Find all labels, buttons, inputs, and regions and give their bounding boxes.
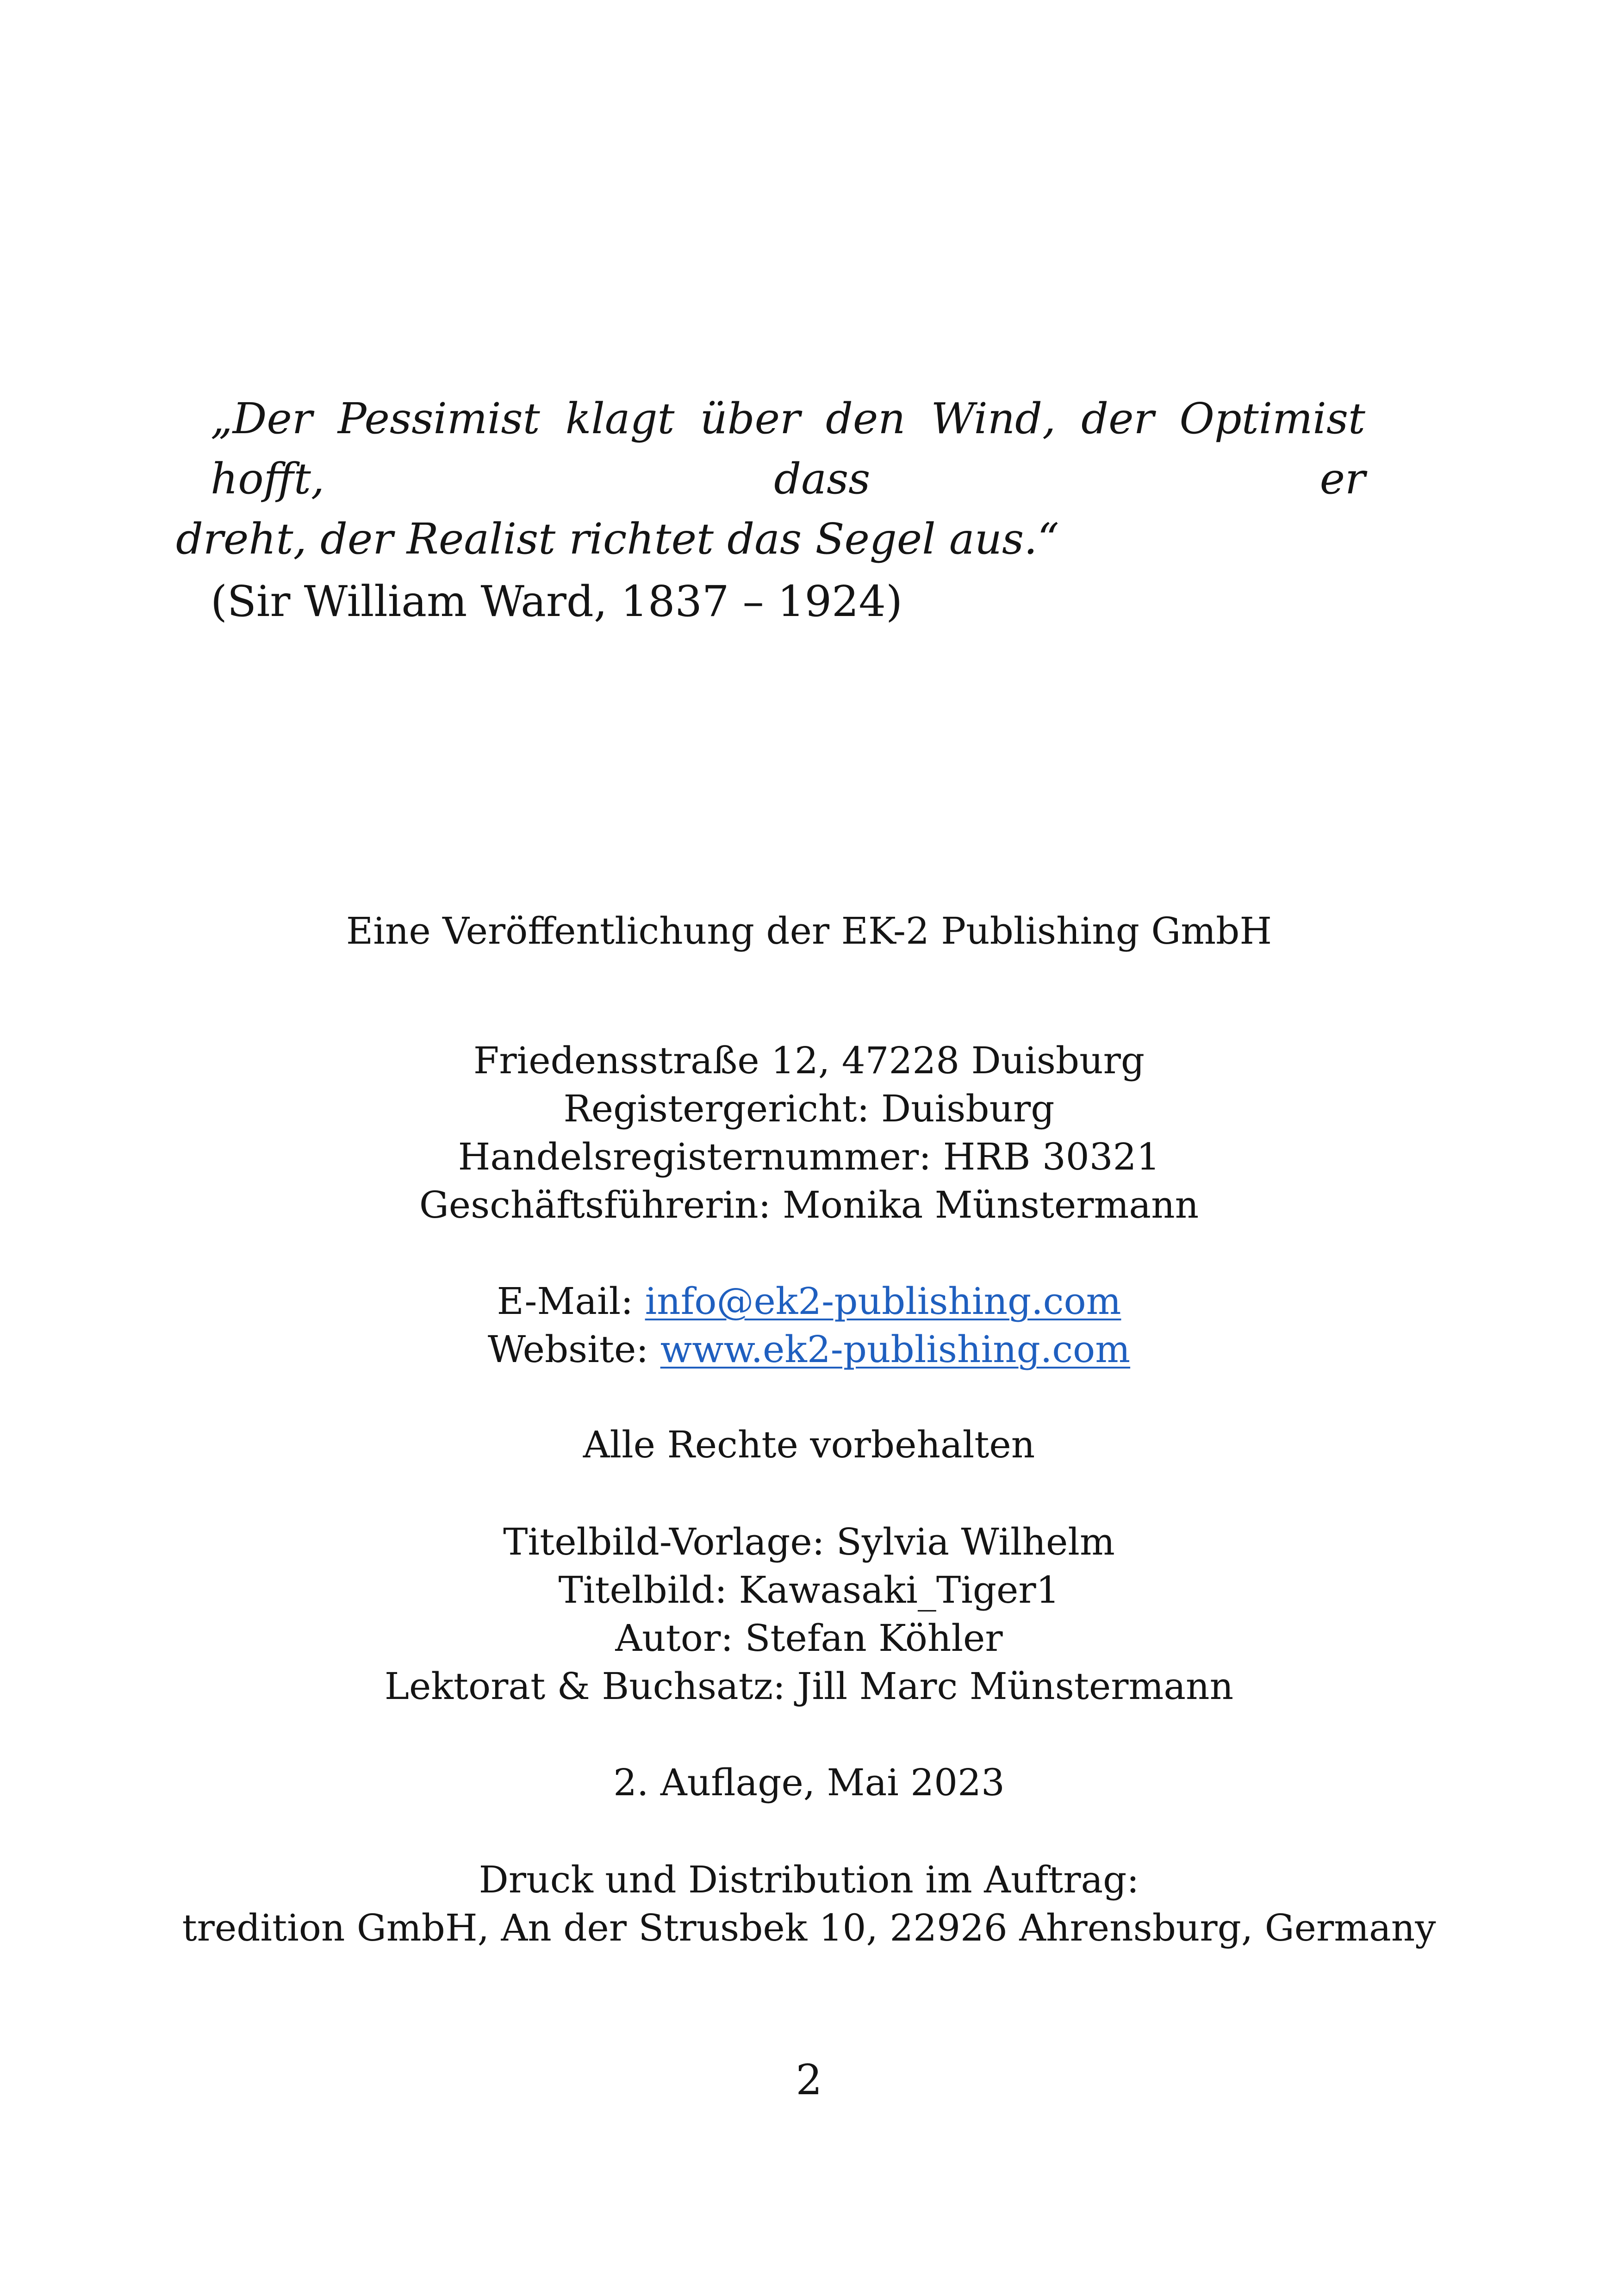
website-link[interactable]: www.ek2-publishing.com <box>660 1328 1131 1371</box>
imprint-cover-image: Titelbild: Kawasaki_Tiger1 <box>558 1568 1060 1612</box>
imprint-rights: Alle Rechte vorbehalten <box>583 1423 1035 1466</box>
imprint-cover-template: Titelbild-Vorlage: Sylvia Wilhelm <box>503 1520 1115 1563</box>
imprint-block-contact <box>0 1277 1618 1374</box>
email-label: E-Mail: <box>497 1280 645 1323</box>
epigraph-quote <box>176 389 1365 569</box>
imprint-edition: 2. Auflage, Mai 2023 <box>613 1761 1005 1804</box>
imprint-register-number: Handelsregisternummer: HRB 30321 <box>458 1135 1160 1178</box>
imprint-publisher: Eine Veröffentlichung der EK-2 Publishing GmbH <box>346 909 1272 952</box>
imprint-distribution-label: Druck und Distribution im Auftrag: <box>479 1858 1139 1901</box>
imprint-block-publisher <box>0 907 1618 955</box>
imprint-address: Friedensstraße 12, 47228 Duisburg <box>473 1039 1145 1082</box>
imprint-distribution: tredition GmbH, An der Strusbek 10, 22926 Ahrensburg, Germany <box>182 1906 1436 1949</box>
imprint-block-credits <box>0 1518 1618 1711</box>
website-label: Website: <box>487 1328 660 1371</box>
quote-line-2: dreht, der Realist richtet das Segel aus.“ <box>176 514 1059 564</box>
imprint-court: Registergericht: Duisburg <box>563 1087 1055 1130</box>
imprint-block-company <box>0 1037 1618 1229</box>
imprint-managing-director: Geschäftsführerin: Monika Münstermann <box>419 1183 1199 1226</box>
imprint-block-edition <box>0 1759 1618 1807</box>
imprint-author: Autor: Stefan Köhler <box>615 1617 1003 1660</box>
imprint-block-distribution <box>0 1856 1618 1952</box>
page-number: 2 <box>796 2056 822 2104</box>
imprint-editing: Lektorat & Buchsatz: Jill Marc Münstermann <box>384 1665 1234 1708</box>
quote-line-1: „Der Pessimist klagt über den Wind, der Optimist hofft, dass er <box>211 394 1365 504</box>
imprint-email-line <box>0 1277 1618 1325</box>
quote-attribution: (Sir William Ward, 1837 – 1924) <box>211 577 902 626</box>
email-link[interactable]: info@ek2-publishing.com <box>645 1280 1121 1323</box>
imprint-block-rights <box>0 1421 1618 1469</box>
imprint-website-line <box>0 1325 1618 1374</box>
